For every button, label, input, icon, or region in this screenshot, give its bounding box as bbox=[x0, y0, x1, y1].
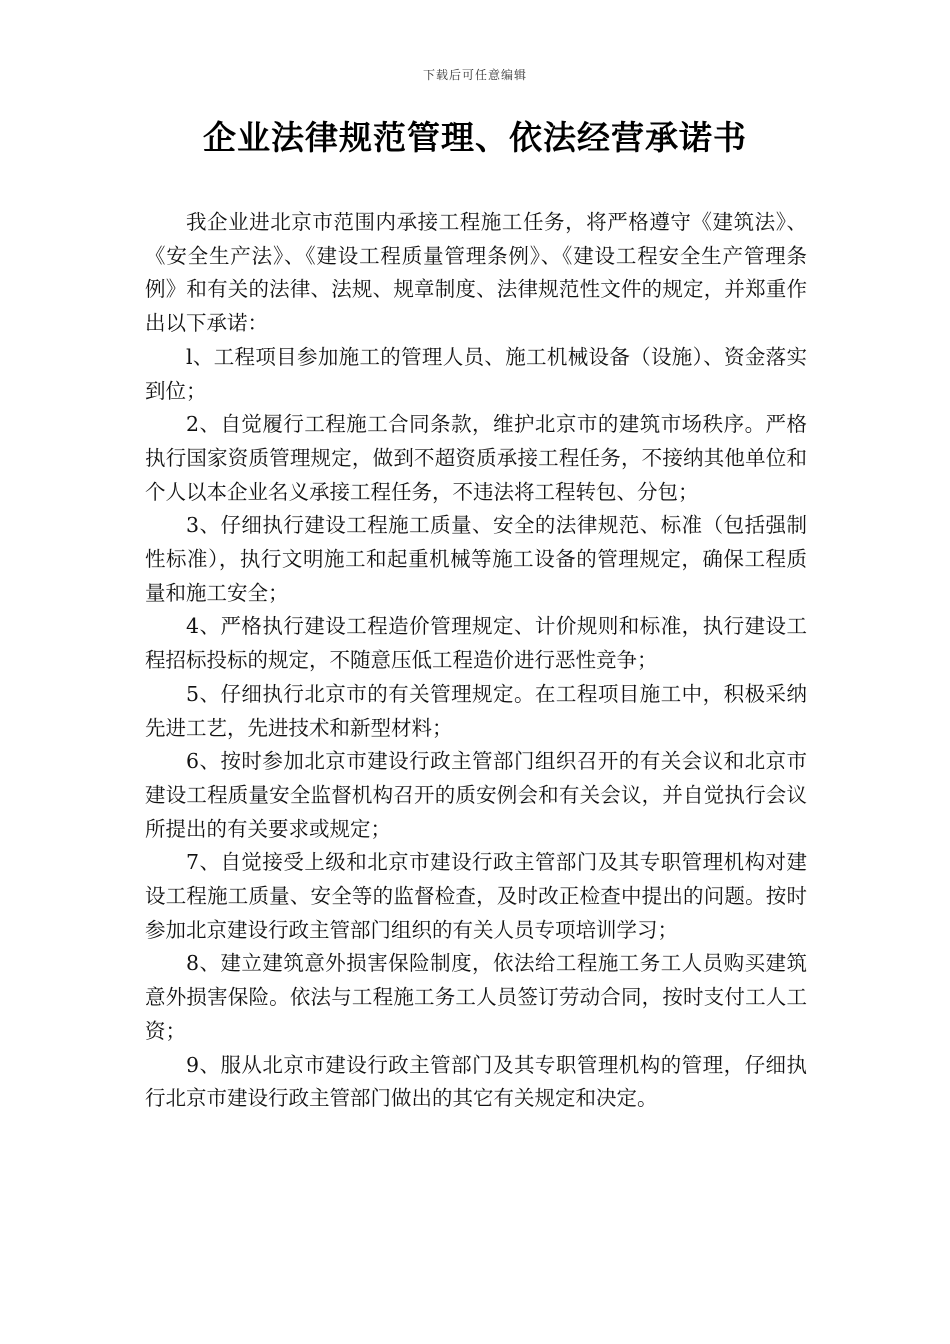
document-title: 企业法律规范管理、依法经营承诺书 bbox=[203, 118, 747, 157]
commitment-item-5: 5、仔细执行北京市的有关管理规定。在工程项目施工中，积极采纳先进工艺，先进技术和新型材料； bbox=[145, 681, 807, 740]
commitment-item-6: 6、按时参加北京市建设行政主管部门组织召开的有关会议和北京市建设工程质量安全监督机构召开的质安例会和有关会议，并自觉执行会议所提出的有关要求或规定； bbox=[145, 749, 807, 841]
header-note: 下载后可任意编辑 bbox=[422, 68, 527, 82]
commitment-item-9: 9、服从北京市建设行政主管部门及其专职管理机构的管理，仔细执行北京市建设行政主管部门做出的其它有关规定和决定。 bbox=[145, 1052, 807, 1111]
commitment-item-1: l、工程项目参加施工的管理人员、施工机械设备（设施）、资金落实到位； bbox=[145, 344, 807, 403]
document-body bbox=[145, 206, 807, 1116]
commitment-item-3: 3、仔细执行建设工程施工质量、安全的法律规范、标准（包括强制性标准），执行文明施工和起重机械等施工设备的管理规定，确保工程质量和施工安全； bbox=[145, 513, 807, 605]
commitment-item-8: 8、建立建筑意外损害保险制度，依法给工程施工务工人员购买建筑意外损害保险。依法与工程施工务工人员签订劳动合同，按时支付工人工资； bbox=[145, 951, 807, 1043]
intro-paragraph: 我企业进北京市范围内承接工程施工任务，将严格遵守《建筑法》、《安全生产法》、《建设工程质量管理条例》、《建设工程安全生产管理条例》和有关的法律、法规、规章制度、法律规范性文件的规定，并郑重作出以下承诺： bbox=[145, 210, 807, 336]
commitment-item-2: 2、自觉履行工程施工合同条款，维护北京市的建筑市场秩序。严格执行国家资质管理规定，做到不超资质承接工程任务，不接纳其他单位和个人以本企业名义承接工程任务，不违法将工程转包、分包； bbox=[145, 412, 807, 504]
commitment-item-4: 4、严格执行建设工程造价管理规定、计价规则和标准，执行建设工程招标投标的规定，不随意压低工程造价进行恶性竞争； bbox=[145, 614, 807, 673]
commitment-item-7: 7、自觉接受上级和北京市建设行政主管部门及其专职管理机构对建设工程施工质量、安全等的监督检查，及时改正检查中提出的问题。按时参加北京建设行政主管部门组织的有关人员专项培训学习； bbox=[145, 850, 807, 942]
